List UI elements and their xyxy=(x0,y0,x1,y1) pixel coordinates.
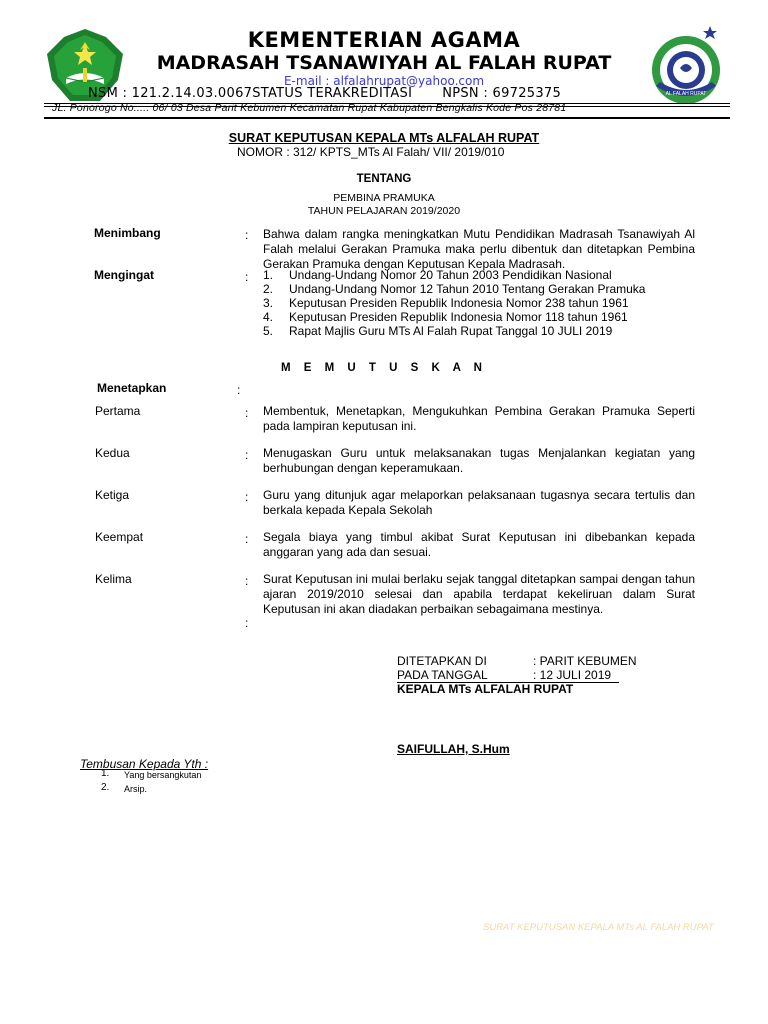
mengingat-label: Mengingat xyxy=(94,268,154,282)
document-number: NOMOR : 312/ KPTS_MTs Al Falah/ VII/ 2019/010 xyxy=(237,145,505,159)
school-logo-text: AL FALAH RUPAT xyxy=(665,91,707,97)
decision-label: Kedua xyxy=(95,446,130,460)
mengingat-colon: : xyxy=(245,270,249,284)
footer-text: SURAT KEPUTUSAN KEPALA MTs AL FALAH RUPAT xyxy=(483,922,714,933)
menimbang-colon: : xyxy=(245,228,249,242)
subject-line-2: TAHUN PELAJARAN 2019/2020 xyxy=(307,205,461,217)
tentang-heading: TENTANG xyxy=(356,173,412,185)
decision-text: Guru yang ditunjuk agar melaporkan pelaksanaan tugasnya secara tertulis dan berkala kepada Kepala Sekolah xyxy=(263,488,695,517)
decision-text: Segala biaya yang timbul akibat Surat Keputusan ini dibebankan kepada anggaran yang ada dan sesuai. xyxy=(263,530,695,559)
npsn: NPSN : 69725375 xyxy=(442,86,562,101)
decision-colon: : xyxy=(245,406,249,420)
tembusan-item: Yang bersangkutan xyxy=(124,770,202,780)
tembusan-num: 1. xyxy=(101,768,110,779)
menimbang-text: Bahwa dalam rangka meningkatkan Mutu Pendidikan Madrasah Tsanawiyah Al Falah melalui Gerakan Pramuka maka perlu dibentuk dan ditetapkan Pembina Gerakan Pramuka dengan Keputusan Kepala Madrasah. xyxy=(263,227,695,271)
mengingat-item: 2. Undang-Undang Nomor 12 Tahun 2010 Tentang Gerakan Pramuka xyxy=(263,282,646,296)
tembusan-num: 2. xyxy=(101,782,110,793)
decision-colon: : xyxy=(245,532,249,546)
decision-colon: : xyxy=(245,448,249,462)
tanggal-value: : 12 JULI 2019 xyxy=(533,668,612,682)
document-title-text: SURAT KEPUTUSAN KEPALA MTs ALFALAH RUPAT xyxy=(228,131,540,145)
mengingat-item: 1. Undang-Undang Nomor 20 Tahun 2003 Pendidikan Nasional xyxy=(263,268,612,282)
signatory-position: KEPALA MTs ALFALAH RUPAT xyxy=(397,682,574,696)
header-rule-bottom xyxy=(44,117,730,119)
tembusan-item: Arsip. xyxy=(124,784,148,794)
school-email: E-mail : alfalahrupat@yahoo.com xyxy=(283,74,485,88)
extra-colon: : xyxy=(245,616,249,630)
subject-line-1: PEMBINA PRAMUKA xyxy=(333,192,435,204)
decision-label: Kelima xyxy=(95,572,132,586)
document-title xyxy=(0,131,768,145)
signatory-name: SAIFULLAH, S.Hum xyxy=(397,742,510,756)
nsm-line xyxy=(88,86,561,101)
decision-label: Keempat xyxy=(95,530,144,544)
tanggal-label: PADA TANGGAL xyxy=(397,668,488,682)
decision-label: Ketiga xyxy=(95,488,130,502)
mengingat-item: 4. Keputusan Presiden Republik Indonesia Nomor 118 tahun 1961 xyxy=(263,310,628,324)
ditetapkan-label: DITETAPKAN DI xyxy=(397,654,487,668)
nsm-status: NSM : 121.2.14.03.0067STATUS TERAKREDITASI xyxy=(88,86,413,101)
mengingat-item: 5. Rapat Majlis Guru MTs Al Falah Rupat Tanggal 10 JULI 2019 xyxy=(263,324,613,338)
decision-colon: : xyxy=(245,574,249,588)
decision-text: Surat Keputusan ini mulai berlaku sejak tanggal ditetapkan sampai dengan tahun ajaran 2019/2010 selesai dan apabila terdapat kekeliruan dalam Surat Keputusan ini akan diadakan perbaikan sebagaimana mestinya. xyxy=(263,572,695,616)
mengingat-item: 3. Keputusan Presiden Republik Indonesia Nomor 238 tahun 1961 xyxy=(263,296,629,310)
school-name: MADRASAH TSANAWIYAH AL FALAH RUPAT xyxy=(156,52,612,74)
decision-text: Menugaskan Guru untuk melaksanakan tugas Menjalankan kegiatan yang berhubungan dengan keperamukaan. xyxy=(263,446,695,475)
decision-label: Pertama xyxy=(95,404,141,418)
menetapkan-label: Menetapkan xyxy=(97,381,167,395)
ditetapkan-value: : PARIT KEBUMEN xyxy=(533,654,637,668)
ministry-title: KEMENTERIAN AGAMA xyxy=(247,28,521,52)
menimbang-label: Menimbang xyxy=(94,226,161,240)
decision-colon: : xyxy=(245,490,249,504)
tembusan-title: Tembusan Kepada Yth : xyxy=(80,757,209,771)
school-address: JL. Ponorogo No..... 06/ 03 Desa Parit Kebumen Kecamatan Rupat Kabupaten Bengkalis Kode Pos 28781 xyxy=(52,102,567,114)
memutuskan-heading: M E M U T U S K A N xyxy=(281,362,487,374)
decision-text: Membentuk, Menetapkan, Mengukuhkan Pembina Gerakan Pramuka Seperti pada lampiran keputusan ini. xyxy=(263,404,695,433)
menetapkan-colon: : xyxy=(237,383,241,397)
